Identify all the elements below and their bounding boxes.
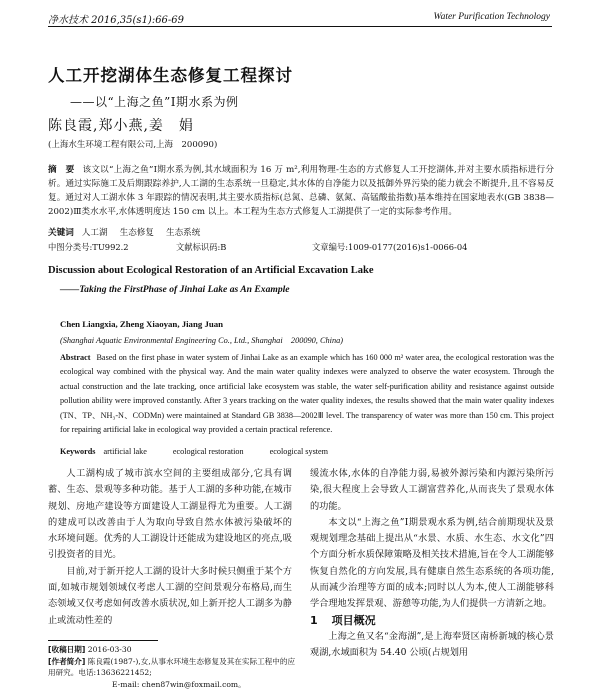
body-column-left — [48, 466, 302, 629]
received-date — [48, 644, 298, 656]
document-code: 文献标识码:B — [176, 242, 227, 252]
header-rule — [48, 26, 552, 27]
author-bio — [48, 656, 298, 679]
section-title: 项目概况 — [331, 613, 376, 627]
keywords-cn — [48, 226, 212, 238]
keywords-en-label: Keywords — [60, 447, 96, 456]
keyword: 生态修复 — [119, 228, 154, 238]
paper-subtitle-en: ——Taking the FirstPhase of Jinhai Lake as An Example — [60, 284, 290, 295]
abstract-en-text: Based on the first phase in water system of Jinhai Lake as an example which has 160 000 m² water area, the ecological restoration was the ecological way combined with the physical way. And the main water quality indexes were analyzed to observe the water ecosystem. Through the actual construction and the late tracking, once artificial lake ecosystem was stable, the water self-purification ability and resistance against outside pollution ability were improved constantly. After 3 years tracking on the water quality indexes, the results showed that the main water quality indexes (TN、TP、NH₃-N、CODMn) were maintained at Standard GB 3838—2002Ⅲ level. The transparency of water was more than 150 cm. This project for repairing artificial lake in ecological way provided a certain practical reference. — [60, 353, 554, 435]
keyword-en: ecological restoration — [172, 447, 244, 456]
keyword: 人工湖 — [81, 228, 108, 238]
keywords-label: 关键词 — [48, 228, 74, 238]
paper-title-en: Discussion about Ecological Restoration of an Artificial Excavation Lake — [48, 265, 374, 276]
abstract-en-label: Abstract — [60, 353, 91, 362]
body-paragraph: 缓流水体,水体的自净能力弱,易被外源污染和内源污染所污染,很大程度上会导致人工湖富营养化,从而丧失了景观水体的功能。 — [310, 468, 554, 512]
article-number: 文章编号:1009-0177(2016)s1-0066-04 — [312, 242, 468, 252]
body-paragraph: 人工湖构成了城市滨水空间的主要组成部分,它具有调蓄、生态、景观等多种功能。基于人工湖的多种功能,在城市规划、房地产建设等方面建设人工湖显得尤为重要。人工湖的建成可以改善由于人为取向导致自然水体被污染破坏的 水环境问题。优秀的人工湖设计还能成为建设地区的亮点,吸引投资者的目光。 — [48, 468, 302, 561]
affiliation: (上海水生环境工程有限公司,上海 200090) — [48, 140, 218, 150]
authors: 陈良霞,郑小燕,姜 娟 — [48, 118, 194, 134]
body-column-right — [310, 466, 554, 662]
keyword-en: ecological system — [269, 447, 329, 456]
received-label: [收稿日期] — [48, 645, 86, 654]
keyword: 生态系统 — [165, 228, 201, 238]
body-paragraph: 目前,对于新开挖人工湖的设计大多时候只侧重于某个方面,如城市规划领域仅考虑人工湖的空间景观分布格局,而生态领域又仅考虑如何改善水质状况,如上新开挖人工湖多为静止或流动性差的 — [48, 565, 292, 626]
abstract-text: 该文以“上海之鱼”Ⅰ期水系为例,其水域面积为 16 万 m²,利用物理-生态的方式修复人工开挖湖体,并对主要水质指标进行分析。通过实际施工及后期跟踪养护,人工湖的生态系统一旦稳定,其水体的自净能力以及抵御外界污染的能力就会不断提升,且不容易反复。通过对人工湖水体 3 年跟踪的情况表明,其主要水质指标(总氮、总磷、氨氮、高锰酸盐指数)基本维持在国家地表水(GB 3838—2002)Ⅲ类水水平,水体透明度达 150 cm 以上。本工程为生态方式修复人工湖提供了一定的实际参考作用。 — [48, 165, 554, 217]
abstract-label: 摘 要 — [48, 165, 75, 175]
received-value: 2016-03-30 — [87, 645, 132, 654]
author-bio-text: 陈良霞(1987-),女,从事水环境生态修复及其在实际工程中的应用研究。电话:13636221452; — [48, 656, 296, 677]
keywords-en — [60, 447, 354, 456]
paper-subtitle: ——以“上海之鱼”Ⅰ期水系为例 — [70, 95, 239, 109]
abstract-cn — [48, 163, 554, 219]
paper-title: 人工开挖湖体生态修复工程探讨 — [48, 66, 293, 85]
section-number: 1 — [310, 613, 318, 627]
keyword-en: artificial lake — [103, 447, 147, 456]
body-paragraph: 本文以“上海之鱼”Ⅰ期景观水系为例,结合前期现状及景观规划理念基础上提出从“水景、水质、水生态、水文化”四个方面分析水质保障策略及相关技术措施,旨在令人工湖能够恢复自然化的方向发展,具有健康自然生态系统的各项功能,从而减少治理等方面的成本;同时以人为本,使人工湖能够科学合理地发挥景观、游憩等功能,为人们提供一方清新之地。 — [310, 516, 554, 610]
section-heading — [310, 613, 554, 629]
footnote-rule — [48, 640, 158, 641]
clc-number: 中图分类号:TU992.2 — [48, 242, 129, 252]
abstract-en — [60, 351, 554, 437]
footnotes — [48, 644, 298, 690]
journal-header-en: Water Purification Technology — [433, 12, 550, 22]
authors-en: Chen Liangxia, Zheng Xiaoyan, Jiang Juan — [60, 319, 224, 329]
author-email: E-mail: chen87win@foxmail.com。 — [112, 679, 246, 689]
journal-header: 净水技术 2016,35(s1):66-69 — [48, 15, 185, 26]
affiliation-en: (Shanghai Aquatic Environmental Engineering Co., Ltd., Shanghai 200090, China) — [60, 336, 344, 345]
author-bio-label: [作者简介] — [48, 656, 86, 666]
body-paragraph: 上海之鱼又名“金海湖”,是上海奉贤区南桥新城的核心景观湖,水域面积为 54.40 公顷(占规划用 — [310, 630, 554, 659]
